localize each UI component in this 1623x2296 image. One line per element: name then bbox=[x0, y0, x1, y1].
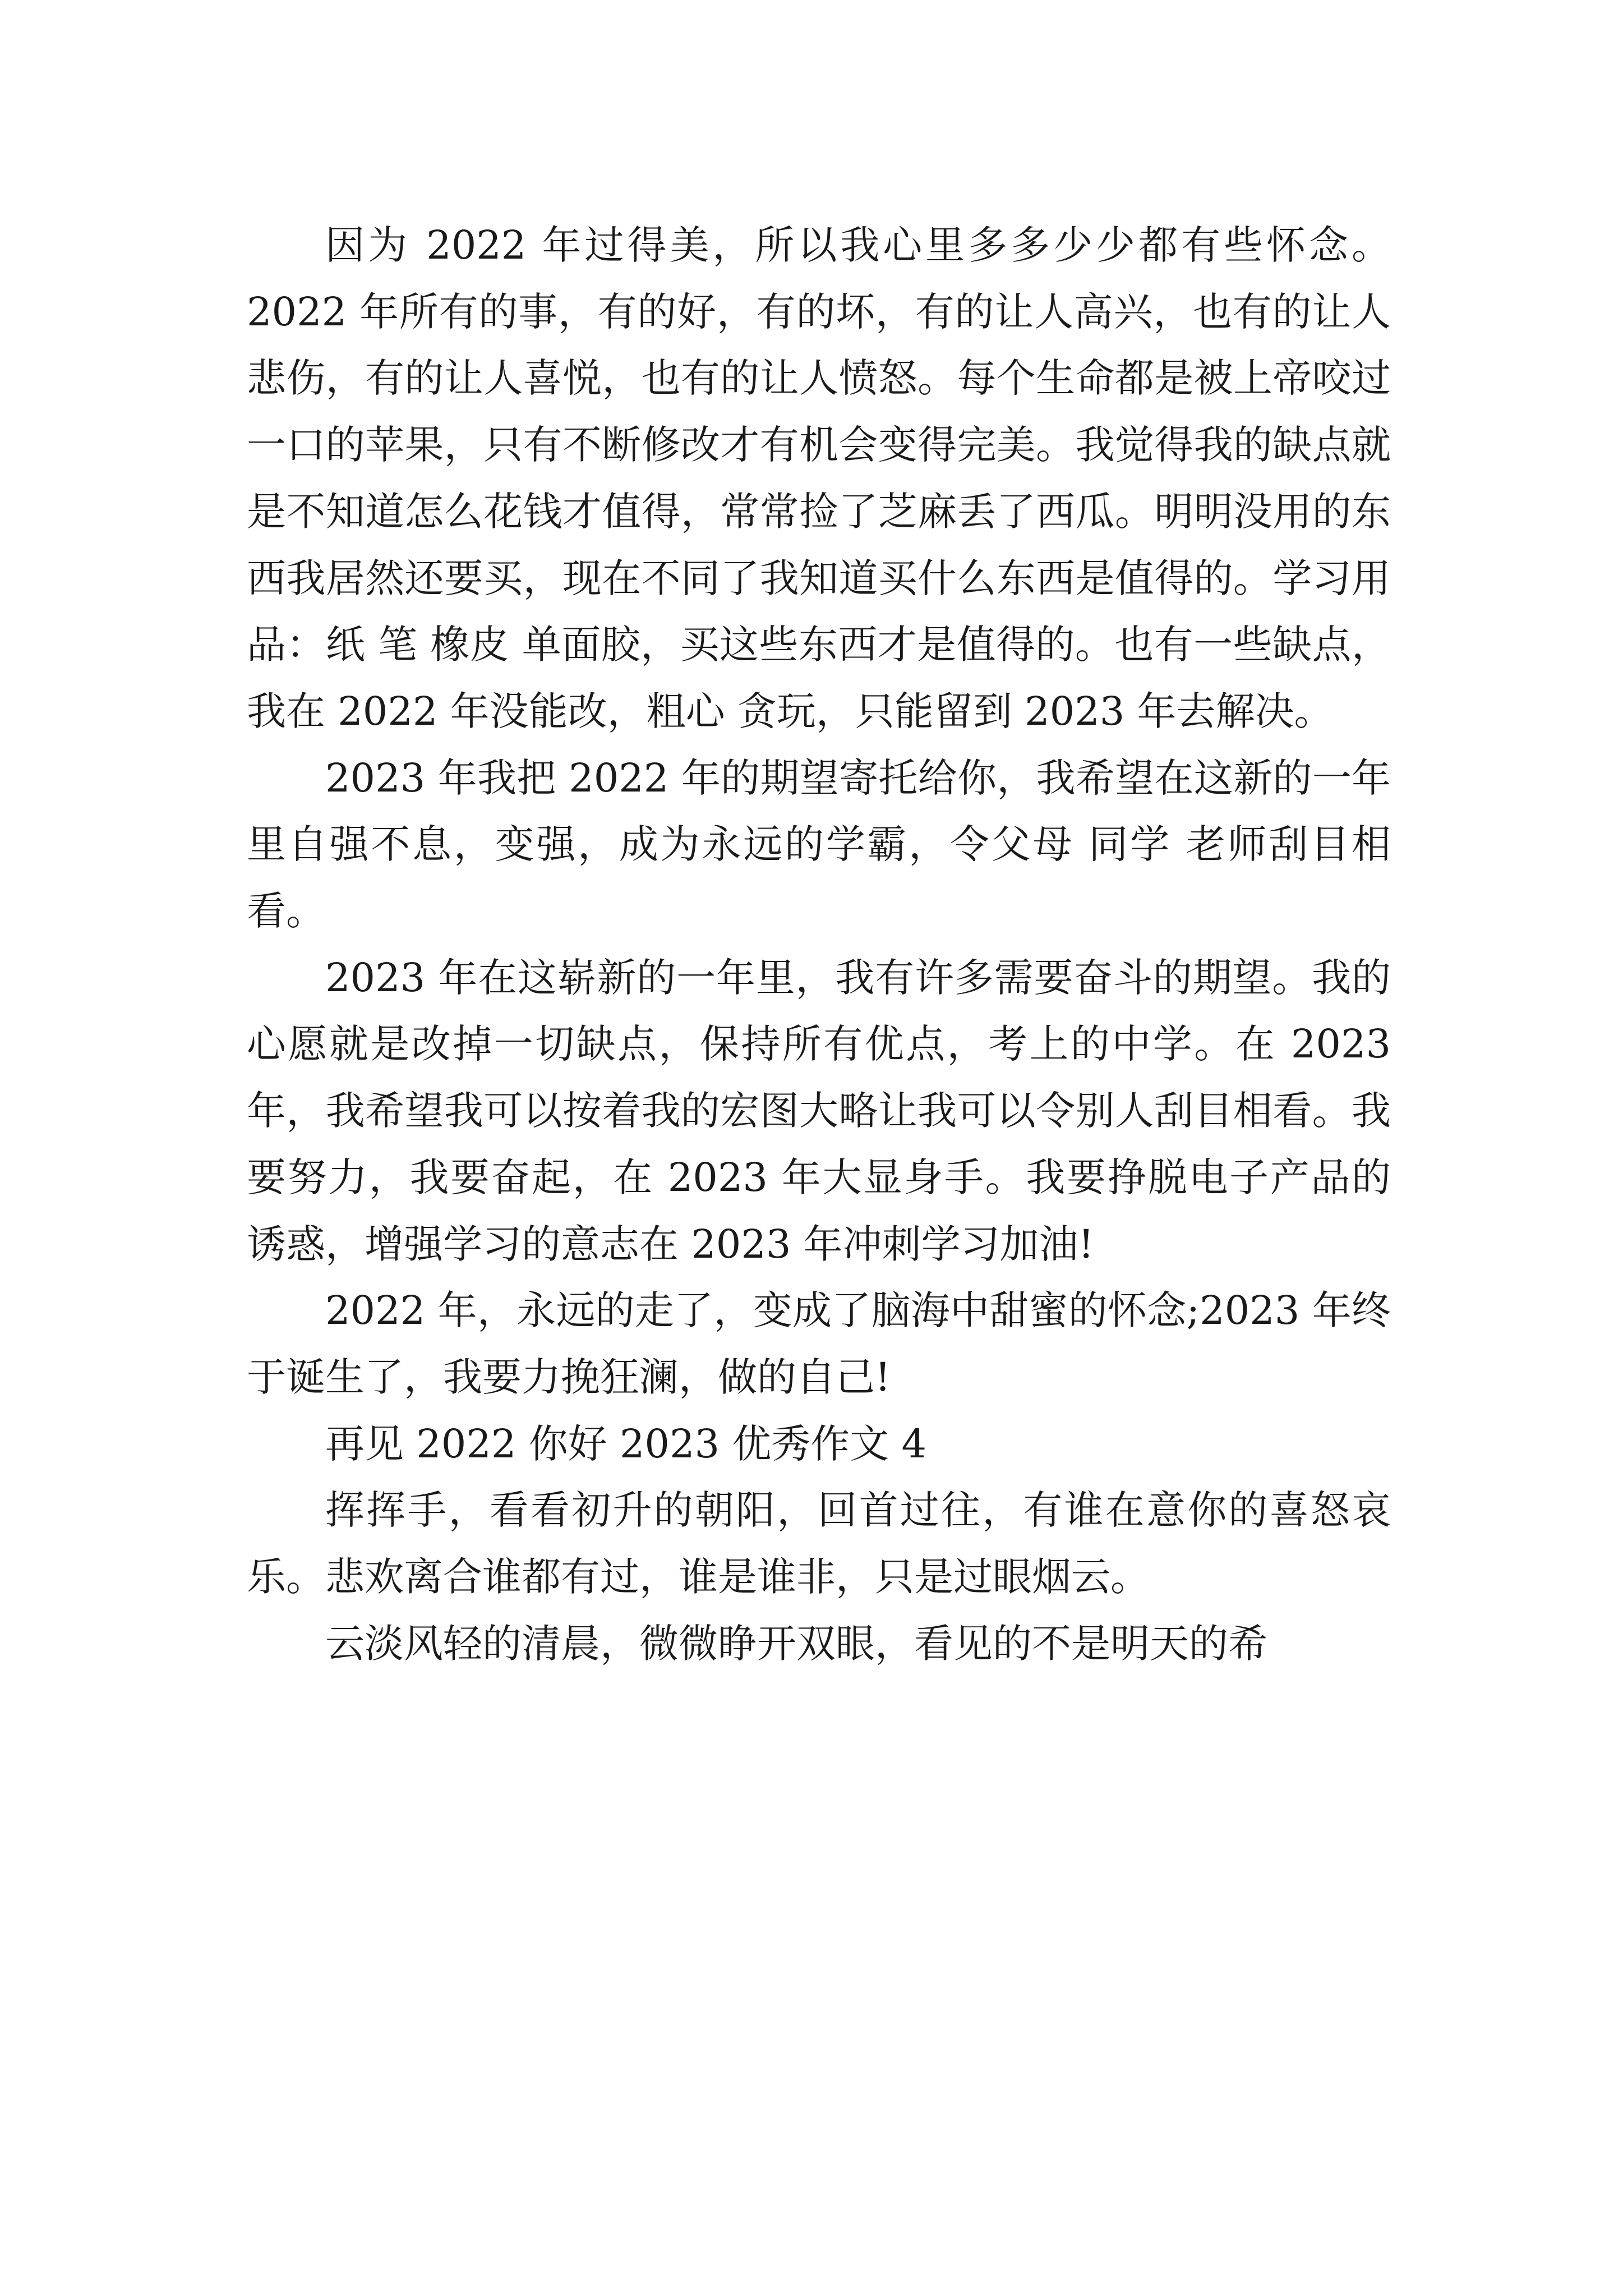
section-heading: 再见 2022 你好 2023 优秀作文 4 bbox=[325, 1420, 927, 1467]
document-body bbox=[247, 212, 1391, 1677]
paragraph-2: 2023 年我把 2022 年的期望寄托给你，我希望在这新的一年里自强不息，变强，成为永远的学霸，令父母 同学 老师刮目相看。 bbox=[247, 754, 1391, 935]
paragraph-6: 云淡风轻的清晨，微微睁开双眼，看见的不是明天的希 bbox=[325, 1620, 1267, 1667]
paragraph-3: 2023 年在这崭新的一年里，我有许多需要奋斗的期望。我的心愿就是改掉一切缺点，保持所有优点，考上的中学。在 2023 年，我希望我可以按着我的宏图大略让我可以令别人刮目相看。我要努力，我要奋起，在 2023 年大显身手。我要挣脱电子产品的诱惑，增强学习的意志在 2023 年冲刺学习加油! bbox=[247, 954, 1391, 1267]
paragraph-4: 2022 年，永远的走了，变成了脑海中甜蜜的怀念;2023 年终于诞生了，我要力挽狂澜，做的自己! bbox=[247, 1287, 1391, 1400]
paragraph-1: 因为 2022 年过得美，所以我心里多多少少都有些怀念。2022 年所有的事，有的好，有的坏，有的让人高兴，也有的让人悲伤，有的让人喜悦，也有的让人愤怒。每个生命都是被上帝咬过一口的苹果，只有不断修改才有机会变得完美。我觉得我的缺点就是不知道怎么花钱才值得，常常捡了芝麻丢了西瓜。明明没用的东西我居然还要买，现在不同了我知道买什么东西是值得的。学习用品：纸 笔 橡皮 单面胶，买这些东西才是值得的。也有一些缺点，我在 2022 年没能改，粗心 贪玩，只能留到 2023 年去解决。 bbox=[247, 222, 1391, 734]
paragraph-5: 挥挥手，看看初升的朝阳，回首过往，有谁在意你的喜怒哀乐。悲欢离合谁都有过，谁是谁非，只是过眼烟云。 bbox=[247, 1487, 1391, 1600]
